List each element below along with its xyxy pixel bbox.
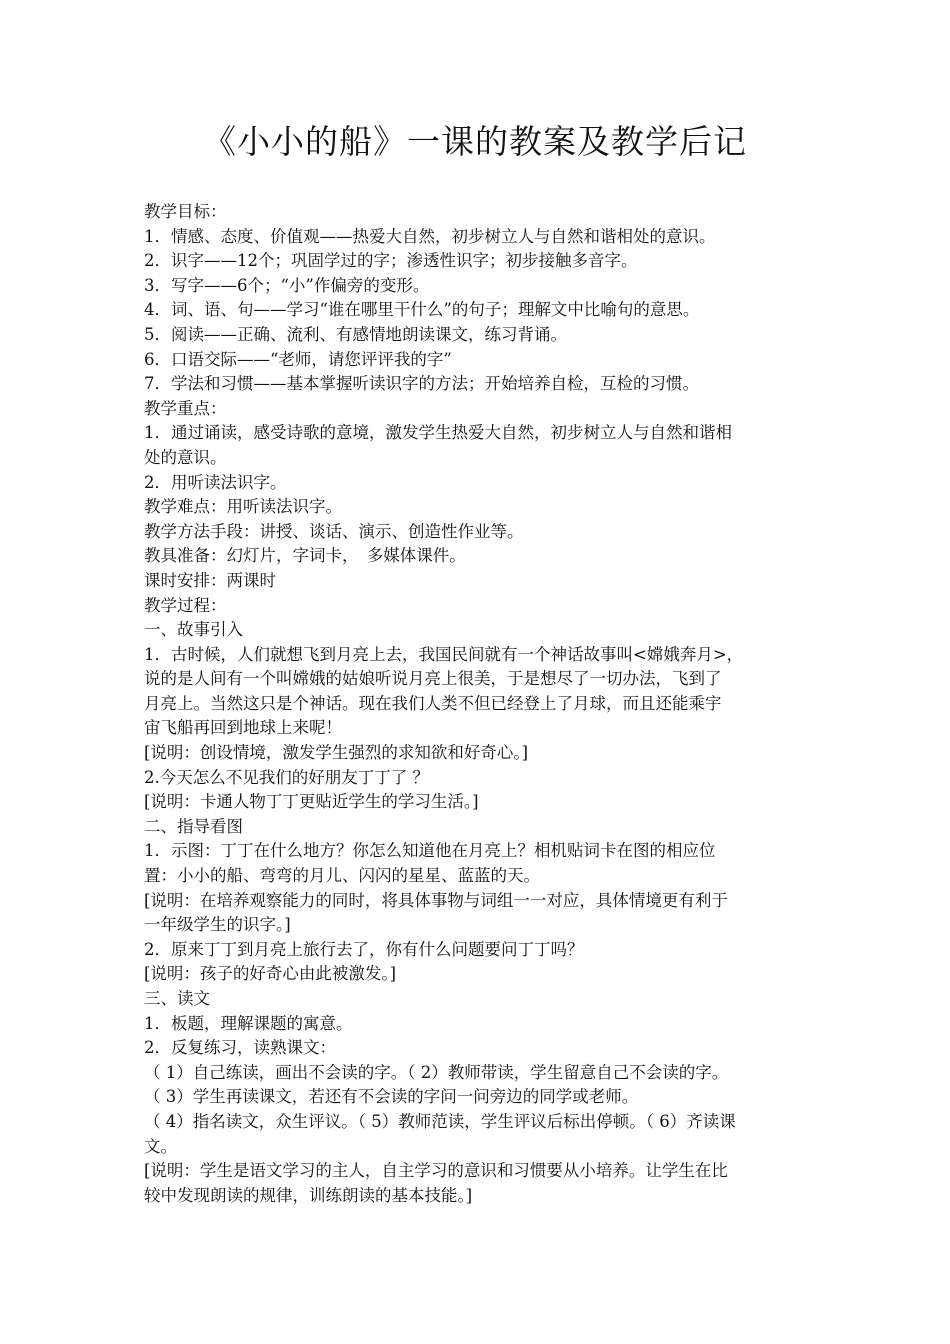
text-line: [说明：创设情境，激发学生强烈的求知欲和好奇心。] <box>144 743 529 763</box>
text-line: 文。 <box>144 1136 177 1156</box>
text-line: 2．识字——12个；巩固学过的字；渗透性识字；初步接触多音字。 <box>144 251 638 271</box>
text-line: 置：小小的船、弯弯的月儿、闪闪的星星、蓝蓝的天。 <box>144 866 540 886</box>
text-line: 一年级学生的识字。] <box>144 915 291 935</box>
text-line: 教学重点： <box>144 398 227 418</box>
document-title: 《小小的船》一课的教案及教学后记 <box>203 122 747 161</box>
text-line: [说明：学生是语文学习的主人，自主学习的意识和习惯要从小培养。让学生在比 <box>144 1161 728 1181</box>
text-line: 1．示图：丁丁在什么地方？你怎么知道他在月亮上？相机贴词卡在图的相应位 <box>144 841 716 861</box>
text-line: 1．情感、态度、价值观——热爱大自然，初步树立人与自然和谐相处的意识。 <box>144 226 716 246</box>
document-body <box>144 200 816 1208</box>
text-line: [说明：孩子的好奇心由此被激发。] <box>144 964 397 984</box>
text-line: [说明：卡通人物丁丁更贴近学生的学习生活。] <box>144 792 479 812</box>
text-line: 4．词、语、句——学习“谁在哪里干什么”的句子；理解文中比喻句的意思。 <box>144 300 700 320</box>
text-line: （ 1）自己练读，画出不会读的字。（ 2）教师带读，学生留意自己不会读的字。 <box>144 1062 729 1082</box>
text-line: 2.今天怎么不见我们的好朋友丁丁了 ？ <box>144 767 429 787</box>
text-line: 一、故事引入 <box>144 620 243 640</box>
text-line: [说明：在培养观察能力的同时，将具体事物与词组一一对应，具体情境更有利于 <box>144 890 728 910</box>
text-line: 1．板题，理解课题的寓意。 <box>144 1013 353 1033</box>
text-line: （ 3）学生再读课文，若还有不会读的字问一问旁边的同学或老师。 <box>144 1087 639 1107</box>
text-line: 2．原来丁丁到月亮上旅行去了，你有什么问题要问丁丁吗？ <box>144 939 584 959</box>
text-line: 教学方法手段：讲授、谈话、演示、创造性作业等。 <box>144 521 524 541</box>
text-line: 课时安排：两课时 <box>144 570 276 590</box>
text-line: 1．古时候，人们就想飞到月亮上去，我国民间就有一个神话故事叫<嫦娥奔月>， <box>144 644 744 664</box>
text-line: 6．口语交际——“老师，请您评评我的字” <box>144 349 452 369</box>
text-line: 处的意识。 <box>144 447 227 467</box>
text-line: 较中发现朗读的规律，训练朗读的基本技能。] <box>144 1185 473 1205</box>
text-line: 宙飞船再回到地球上来呢！ <box>144 718 342 738</box>
text-line: 教学过程： <box>144 595 227 615</box>
text-line: 1．通过诵读，感受诗歌的意境，激发学生热爱大自然，初步树立人与自然和谐相 <box>144 423 732 443</box>
text-line: 三、读文 <box>144 989 210 1008</box>
text-line: 2．用听读法识字。 <box>144 472 287 492</box>
text-line: 月亮上。当然这只是个神话。现在我们人类不但已经登上了月球，而且还能乘宇 <box>144 693 722 713</box>
text-line: 教学难点：用听读法识字。 <box>144 497 342 517</box>
text-line: 教学目标： <box>144 202 227 221</box>
text-line: 2．反复练习，读熟课文： <box>144 1038 336 1058</box>
text-line: 3．写字——6个；“小”作偏旁的变形。 <box>144 275 430 295</box>
text-line: 7．学法和习惯——基本掌握听读识字的方法；开始培养自检，互检的习惯。 <box>144 374 699 394</box>
text-line: 说的是人间有一个叫嫦娥的姑娘听说月亮上很美，于是想尽了一切办法，飞到了 <box>144 669 722 689</box>
text-line: 5．阅读——正确、流利、有感情地朗读课文，练习背诵。 <box>144 324 567 344</box>
text-line: 二、指导看图 <box>144 816 243 836</box>
text-line: 教具准备：幻灯片，字词卡， 多媒体课件。 <box>144 546 466 566</box>
text-line: （ 4）指名读文，众生评议。（ 5）教师范读，学生评议后标出停顿。（ 6）齐读课 <box>144 1111 736 1131</box>
